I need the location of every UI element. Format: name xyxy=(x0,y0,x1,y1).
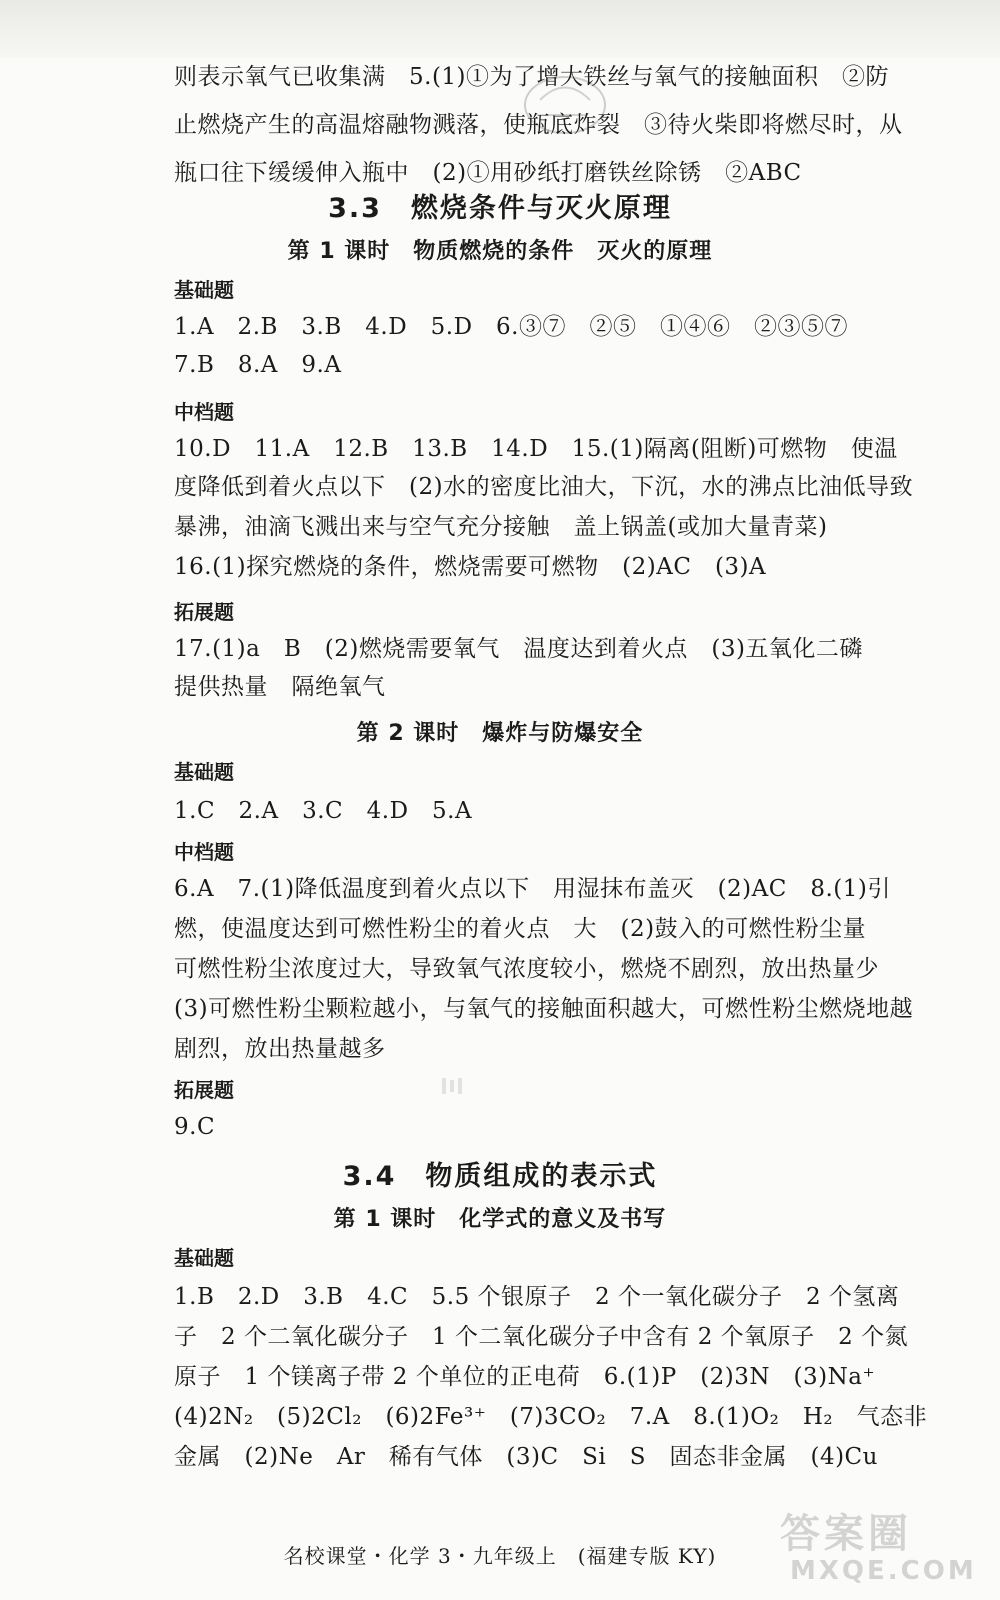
lesson-title: 第 1 课时 物质燃烧的条件 灭火的原理 xyxy=(287,239,713,264)
answer-line: 燃，使温度达到可燃性粉尘的着火点 大 (2)鼓入的可燃性粉尘量 xyxy=(174,916,867,942)
level-label: 中档题 xyxy=(174,840,234,864)
answer-line: 17.(1)a B (2)燃烧需要氧气 温度达到着火点 (3)五氧化二磷 xyxy=(174,636,863,662)
section-title: 3.4 物质组成的表示式 xyxy=(342,1161,658,1192)
lesson-title: 第 2 课时 爆炸与防爆安全 xyxy=(356,721,644,746)
answer-line: (4)2N₂ (5)2Cl₂ (6)2Fe³⁺ (7)3CO₂ 7.A 8.(1)O₂ H₂ 气态非 xyxy=(174,1404,928,1430)
answer-line: 10.D 11.A 12.B 13.B 14.D 15.(1)隔离(阻断)可燃物 使温 xyxy=(174,436,898,462)
answer-line: 金属 (2)Ne Ar 稀有气体 (3)C Si S 固态非金属 (4)Cu xyxy=(174,1444,878,1470)
answer-line: 1.B 2.D 3.B 4.C 5.5 个银原子 2 个一氧化碳分子 2 个氢离 xyxy=(174,1284,900,1310)
scan-shadow xyxy=(0,0,1000,58)
answer-line: 提供热量 隔绝氧气 xyxy=(174,674,386,700)
answer-line: 1.A 2.B 3.B 4.D 5.D 6.③⑦ ②⑤ ①④⑥ ②③⑤⑦ xyxy=(174,314,848,340)
answer-line: 原子 1 个镁离子带 2 个单位的正电荷 6.(1)P (2)3N (3)Na⁺ xyxy=(174,1364,876,1390)
answer-line: 7.B 8.A 9.A xyxy=(174,352,342,378)
level-label: 基础题 xyxy=(174,760,234,784)
answer-line: 6.A 7.(1)降低温度到着火点以下 用湿抹布盖灭 (2)AC 8.(1)引 xyxy=(174,876,891,902)
page-footer: 名校课堂・化学 3・九年级上 (福建专版 KY) xyxy=(283,1544,717,1568)
answer-line: 剧烈，放出热量越多 xyxy=(174,1036,386,1062)
answer-line: (3)可燃性粉尘颗粒越小，与氧气的接触面积越大，可燃性粉尘燃烧地越 xyxy=(174,996,914,1022)
answer-line: 子 2 个二氧化碳分子 1 个二氧化碳分子中含有 2 个氧原子 2 个氮 xyxy=(174,1324,909,1350)
scan-speck xyxy=(440,1076,466,1096)
level-label: 拓展题 xyxy=(174,600,234,624)
section-title: 3.3 燃烧条件与灭火原理 xyxy=(328,193,672,224)
answer-line: 9.C xyxy=(174,1114,216,1140)
answer-line: 度降低到着火点以下 (2)水的密度比油大，下沉，水的沸点比油低导致 xyxy=(174,474,914,500)
lesson-title: 第 1 课时 化学式的意义及书写 xyxy=(333,1207,667,1232)
answer-line: 暴沸，油滴飞溅出来与空气充分接触 盖上锅盖(或加大量青菜) xyxy=(174,514,828,540)
level-label: 中档题 xyxy=(174,400,234,424)
watermark-url: MXQE.COM xyxy=(790,1556,977,1586)
level-label: 基础题 xyxy=(174,278,234,302)
level-label: 拓展题 xyxy=(174,1078,234,1102)
answer-line: 止燃烧产生的高温熔融物溅落，使瓶底炸裂 ③待火柴即将燃尽时，从 xyxy=(174,112,903,138)
answer-line: 瓶口往下缓缓伸入瓶中 (2)①用砂纸打磨铁丝除锈 ②ABC xyxy=(174,160,802,186)
level-label: 基础题 xyxy=(174,1246,234,1270)
answer-line: 可燃性粉尘浓度过大，导致氧气浓度较小，燃烧不剧烈，放出热量少 xyxy=(174,956,879,982)
watermark-logo-text: 答案圈 xyxy=(780,1511,912,1557)
answer-line: 则表示氧气已收集满 5.(1)①为了增大铁丝与氧气的接触面积 ②防 xyxy=(174,64,890,90)
site-watermark xyxy=(780,1502,990,1592)
answer-line: 1.C 2.A 3.C 4.D 5.A xyxy=(174,798,473,824)
answer-line: 16.(1)探究燃烧的条件，燃烧需要可燃物 (2)AC (3)A xyxy=(174,554,767,580)
